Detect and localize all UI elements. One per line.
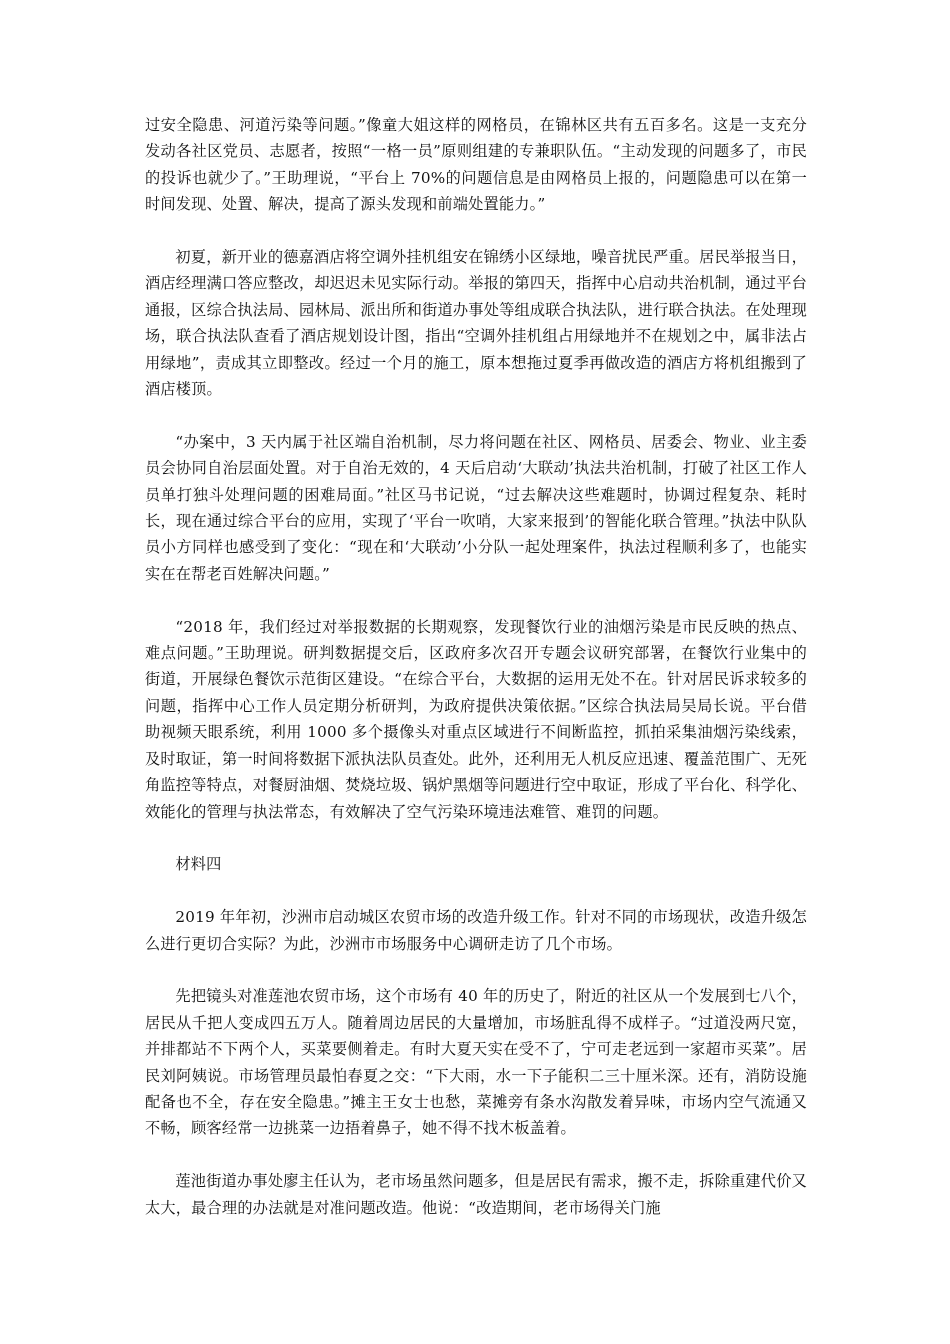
paragraph-grid-workers: 过安全隐患、河道污染等问题。”像童大姐这样的网格员，在锦林区共有五百多名。这是一支充分发动各社区党员、志愿者，按照“一格一员”原则组建的专兼职队伍。“主动发现的问题多了，市民的投诉也就少了。”王助理说，“平台上 70%的问题信息是由网格员上报的，问题隐患可以在第一时间发现、处置、解决，提高了源头发现和前端处置能力。”	[145, 116, 807, 214]
paragraph-market-upgrade: 2019 年年初，沙洲市启动城区农贸市场的改造升级工作。针对不同的市场现状，改造升级怎么进行更切合实际？为此，沙洲市市场服务中心调研走访了几个市场。	[145, 908, 807, 953]
paragraph-lianchi-market: 先把镜头对准莲池农贸市场，这个市场有 40 年的历史了，附近的社区从一个发展到七八个，居民从千把人变成四五万人。随着周边居民的大量增加，市场脏乱得不成样子。“过道没两尺宽，并排都站不下两个人，买菜要侧着走。有时大夏天实在受不了，宁可走老远到一家超市买菜”。居民刘阿姨说。市场管理员最怕春夏之交：“下大雨，水一下子能积二三十厘米深。还有，消防设施配备也不全，存在安全隐患。”摊主王女士也愁，菜摊旁有条水沟散发着异味，市场内空气流通又不畅，顾客经常一边挑菜一边捂着鼻子，她不得不找木板盖着。	[145, 987, 807, 1138]
paragraph-joint-enforcement: “办案中，3 天内属于社区端自治机制，尽力将问题在社区、网格员、居委会、物业、业主委员会协同自治层面处置。对于自治无效的，4 天后启动‘大联动’执法共治机制，打破了社区工作人员单打独斗处理问题的困难局面。”社区马书记说，“过去解决这些难题时，协调过程复杂、耗时长，现在通过综合平台的应用，实现了‘平台一吹哨，大家来报到’的智能化联合管理。”执法中队队员小方同样也感受到了变化：“现在和‘大联动’小分队一起处理案件，执法过程顺利多了，也能实实在在帮老百姓解决问题。”	[145, 432, 807, 583]
paragraph-director-view: 莲池街道办事处廖主任认为，老市场虽然问题多，但是居民有需求，搬不走，拆除重建代价又太大，最合理的办法就是对准问题改造。他说：“改造期间，老市场得关门施	[145, 1172, 807, 1217]
paragraph-hotel-case: 初夏，新开业的德嘉酒店将空调外挂机组安在锦绣小区绿地，噪音扰民严重。居民举报当日，酒店经理满口答应整改，却迟迟未见实际行动。举报的第四天，指挥中心启动共治机制，通过平台通报，区综合执法局、园林局、派出所和街道办事处等组成联合执法队，进行联合执法。在处理现场，联合执法队查看了酒店规划设计图，指出“空调外挂机组占用绿地并不在规划之中，属非法占用绿地”，责成其立即整改。经过一个月的施工，原本想拖过夏季再做改造的酒店方将机组搬到了酒店楼顶。	[145, 248, 807, 399]
document-page	[145, 112, 807, 1247]
paragraph-big-data: “2018 年，我们经过对举报数据的长期观察，发现餐饮行业的油烟污染是市民反映的热点、难点问题。”王助理说。研判数据提交后，区政府多次召开专题会议研究部署，在餐饮行业集中的街道，开展绿色餐饮示范街区建设。“在综合平台，大数据的运用无处不在。针对居民诉求较多的问题，指挥中心工作人员定期分析研判，为政府提供决策依据。”区综合执法局吴局长说。平台借助视频天眼系统，利用 1000 多个摄像头对重点区域进行不间断监控，抓拍采集油烟污染线索，及时取证，第一时间将数据下派执法队员查处。此外，还利用无人机反应迅速、覆盖范围广、无死角监控等特点，对餐厨油烟、焚烧垃圾、锅炉黑烟等问题进行空中取证，形成了平台化、科学化、效能化的管理与执法常态，有效解决了空气污染环境违法难管、难罚的问题。	[145, 617, 807, 821]
section-heading-material-four: 材料四	[175, 855, 222, 874]
